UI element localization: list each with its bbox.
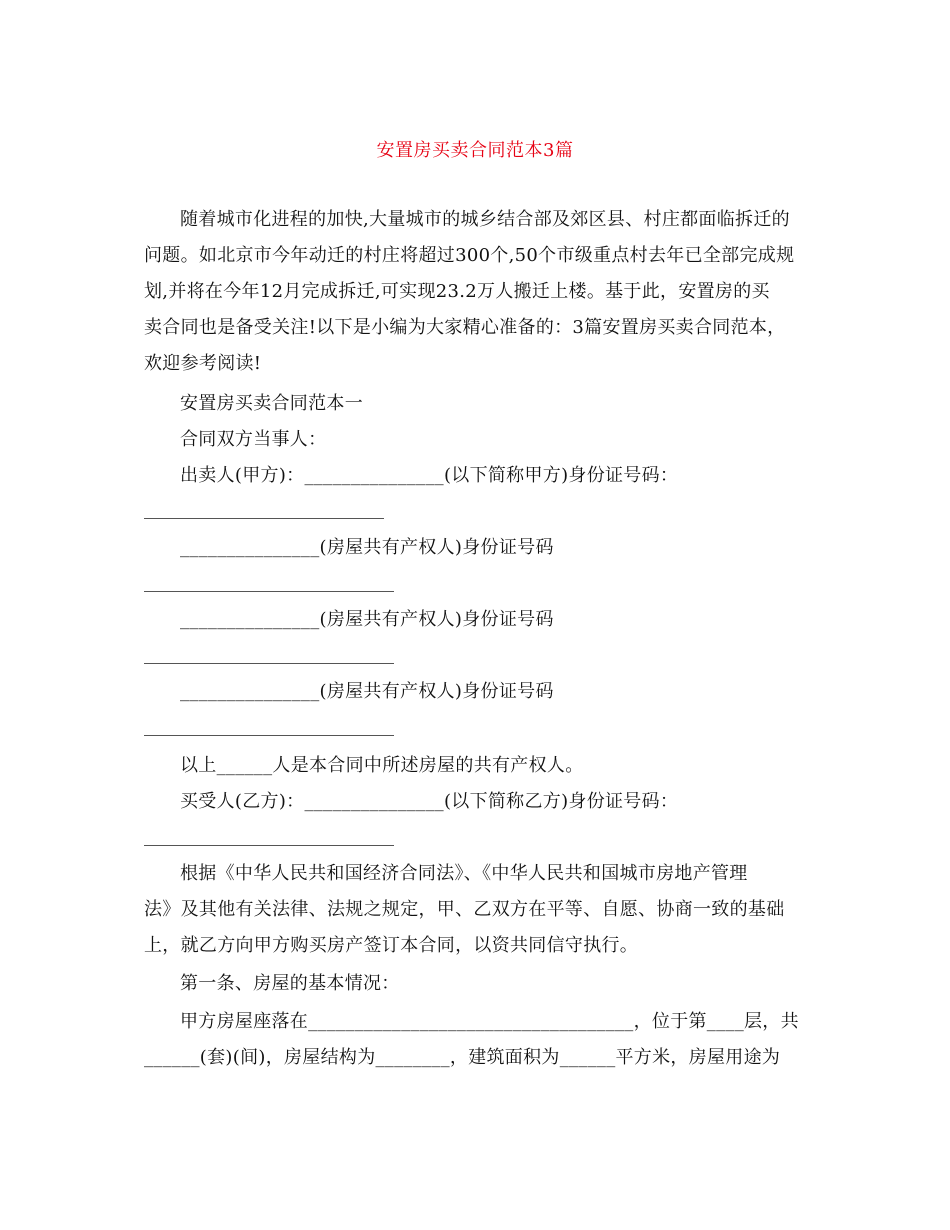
buyer-id-blank-rule bbox=[144, 845, 394, 846]
intro-line-1: 随着城市化进程的加快,大量城市的城乡结合部及郊区县、村庄都面临拆迁的 bbox=[180, 209, 790, 230]
intro-line-5: 欢迎参考阅读! bbox=[144, 353, 262, 374]
article1-line-2: ______(套)(间)，房屋结构为________，建筑面积为______平方米，房屋用途为 bbox=[144, 1047, 781, 1068]
parties-heading: 合同双方当事人： bbox=[180, 429, 327, 450]
co-owner-2-id-blank-rule bbox=[144, 663, 394, 664]
buyer-line: 买受人(乙方)：_______________(以下简称乙方)身份证号码： bbox=[180, 791, 679, 812]
intro-line-4: 卖合同也是备受关注!以下是小编为大家精心准备的：3篇安置房买卖合同范本， bbox=[144, 317, 786, 338]
basis-line-3: 上，就乙方向甲方购买房产签订本合同，以资共同信守执行。 bbox=[144, 935, 639, 956]
seller-id-blank-rule bbox=[144, 518, 384, 519]
document-title: 安置房买卖合同范本3篇 bbox=[376, 140, 574, 161]
basis-line-1: 根据《中华人民共和国经济合同法》、《中华人民共和国城市房地产管理 bbox=[180, 863, 748, 884]
intro-line-3: 划,并将在今年12月完成拆迁,可实现23.2万人搬迁上楼。基于此，安置房的买 bbox=[144, 281, 770, 302]
section-heading: 安置房买卖合同范本一 bbox=[180, 393, 363, 414]
co-owner-count-line: 以上______人是本合同中所述房屋的共有产权人。 bbox=[180, 755, 584, 776]
co-owner-line-3: _______________(房屋共有产权人)身份证号码 bbox=[180, 681, 554, 702]
seller-line: 出卖人(甲方)：_______________(以下简称甲方)身份证号码： bbox=[180, 465, 679, 486]
co-owner-1-id-blank-rule bbox=[144, 591, 394, 592]
co-owner-line-1: _______________(房屋共有产权人)身份证号码 bbox=[180, 537, 554, 558]
co-owner-3-id-blank-rule bbox=[144, 735, 394, 736]
intro-line-2: 问题。如北京市今年动迁的村庄将超过300个,50个市级重点村去年已全部完成规 bbox=[144, 245, 795, 266]
article1-line-1: 甲方房屋座落在___________________________________，位于第____层，共 bbox=[180, 1011, 799, 1032]
co-owner-line-2: _______________(房屋共有产权人)身份证号码 bbox=[180, 609, 554, 630]
article1-heading: 第一条、房屋的基本情况： bbox=[180, 973, 400, 994]
basis-line-2: 法》及其他有关法律、法规之规定，甲、乙双方在平等、自愿、协商一致的基础 bbox=[144, 899, 785, 920]
